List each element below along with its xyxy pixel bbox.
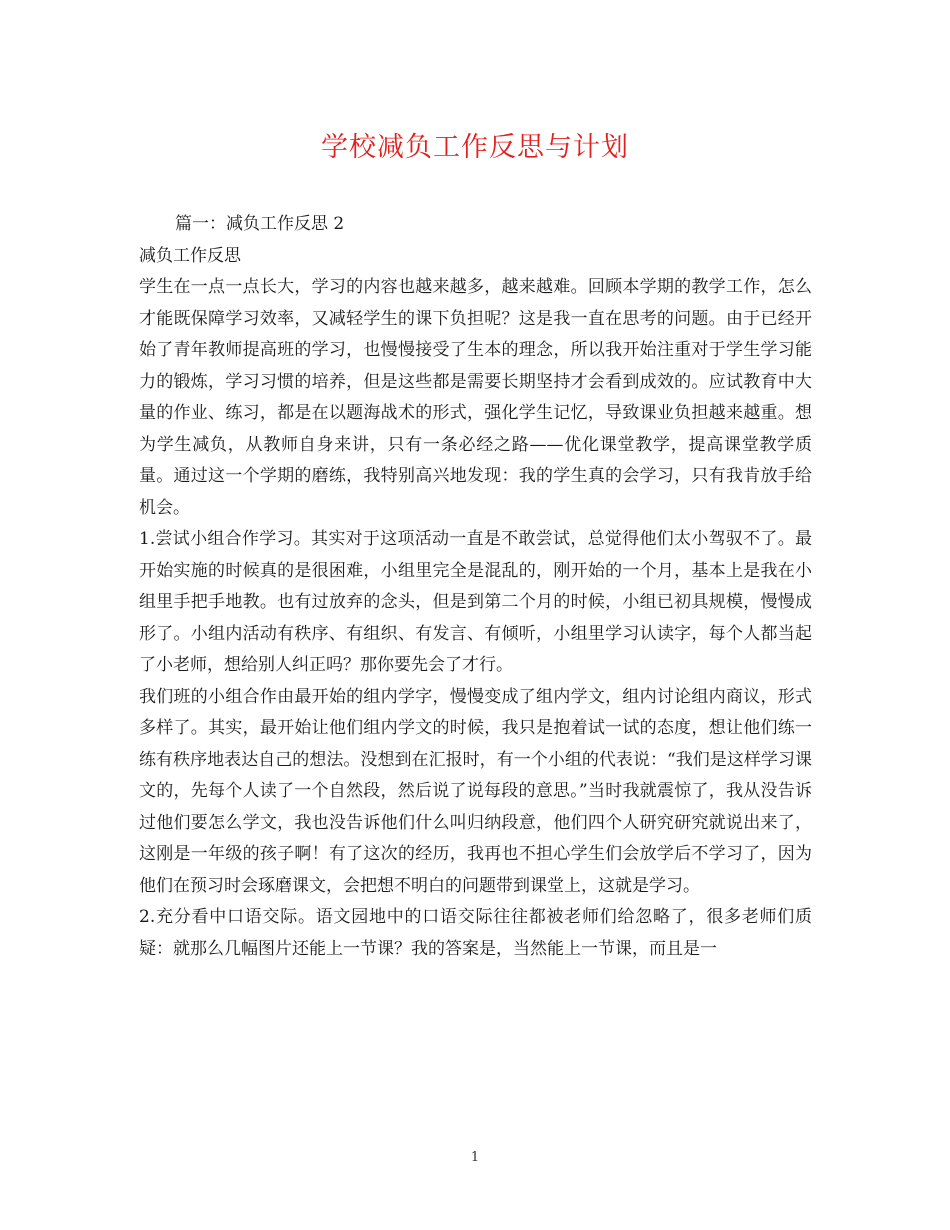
section-heading: 篇一：减负工作反思 2 [175, 214, 345, 234]
document-body [139, 209, 812, 965]
page-number: 1 [470, 1150, 480, 1165]
subheading: 减负工作反思 [139, 245, 241, 266]
document-title: 学校减负工作反思与计划 [321, 132, 629, 163]
paragraph: 2.充分看中口语交际。语文园地中的口语交际往往都被老师们给忽略了，很多老师们质疑：就那么几幅图片还能上一节课？我的答案是，当然能上一节课，而且是一 [139, 907, 812, 959]
paragraph: 1.尝试小组合作学习。其实对于这项活动一直是不敢尝试，总觉得他们太小驾驭不了。最开始实施的时候真的是很困难，小组里完全是混乱的，刚开始的一个月，基本上是我在小组里手把手地教。也有过放弃的念头，但是到第二个月的时候，小组已初具规模，慢慢成形了。小组内活动有秩序、有组织、有发言、有倾听，小组里学习认读字，每个人都当起了小老师，想给别人纠正吗？那你要先会了才行。 [139, 529, 812, 675]
paragraph: 我们班的小组合作由最开始的组内学字，慢慢变成了组内学文，组内讨论组内商议，形式多样了。其实，最开始让他们组内学文的时候，我只是抱着试一试的态度，想让他们练一练有秩序地表达自己的想法。没想到在汇报时，有一个小组的代表说：“我们是这样学习课文的，先每个人读了一个自然段，然后说了说每段的意思。”当时我就震惊了，我从没告诉过他们要怎么学文，我也没告诉他们什么叫归纳段意，他们四个人研究研究就说出来了，这刚是一年级的孩子啊！有了这次的经历，我再也不担心学生们会放学后不学习了，因为他们在预习时会琢磨课文，会把想不明白的问题带到课堂上，这就是学习。 [139, 686, 812, 896]
paragraph: 学生在一点一点长大，学习的内容也越来越多，越来越难。回顾本学期的教学工作，怎么才能既保障学习效率，又减轻学生的课下负担呢？这是我一直在思考的问题。由于已经开始了青年教师提高班的学习，也慢慢接受了生本的理念，所以我开始注重对于学生学习能力的锻炼，学习习惯的培养，但是这些都是需要长期坚持才会看到成效的。应试教育中大量的作业、练习，都是在以题海战术的形式，强化学生记忆，导致课业负担越来越重。想为学生减负，从教师自身来讲，只有一条必经之路——优化课堂教学，提高课堂教学质量。通过这一个学期的磨练，我特别高兴地发现：我的学生真的会学习，只有我肯放手给机会。 [139, 277, 812, 518]
